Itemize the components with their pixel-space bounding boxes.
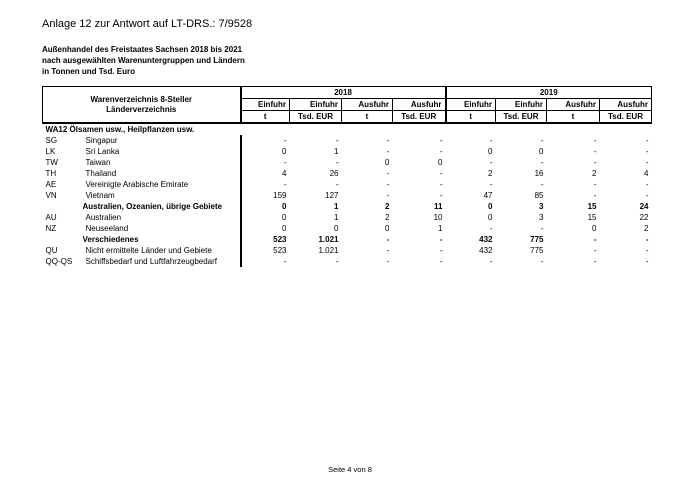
value-cell: - [593, 257, 597, 266]
country-code: AE [45, 180, 57, 189]
table-row [43, 223, 652, 234]
unit-header: Tsd. EUR [496, 111, 547, 124]
country-name: Schiffsbedarf und Luftfahrzeugbedarf [83, 256, 241, 267]
value-cell: 2 [385, 213, 390, 222]
country-code: AU [45, 213, 57, 222]
value-cell: - [335, 136, 339, 145]
value-cell: - [645, 191, 649, 200]
value-cell: - [645, 235, 649, 244]
value-cell: - [593, 180, 597, 189]
value-cell: 4 [282, 169, 287, 178]
value-cell: 0 [334, 224, 339, 233]
unit-header: t [241, 111, 290, 124]
value-cell: 0 [488, 147, 493, 156]
country-name: Taiwan [83, 157, 241, 168]
value-cell: 0 [488, 202, 493, 211]
value-cell: - [335, 180, 339, 189]
value-cell: - [386, 136, 390, 145]
value-cell: - [540, 224, 544, 233]
value-cell: - [386, 235, 390, 244]
table-row [43, 234, 652, 245]
value-cell: - [540, 136, 544, 145]
title-line-3: in Tonnen und Tsd. Euro [42, 67, 136, 76]
country-name: Vietnam [83, 190, 241, 201]
country-code: LK [45, 147, 56, 156]
value-cell: - [593, 191, 597, 200]
value-cell: - [335, 158, 339, 167]
region-subtotal-label: Verschiedenes [83, 234, 241, 245]
value-cell: - [386, 180, 390, 189]
country-code: VN [45, 191, 57, 200]
table-row [43, 201, 652, 212]
country-code: QQ-QS [45, 257, 73, 266]
measure-header: Ausfuhr [547, 99, 600, 111]
value-cell: 16 [534, 169, 544, 178]
value-cell: - [439, 147, 443, 156]
value-cell: 0 [592, 224, 597, 233]
country-code [43, 234, 83, 245]
value-cell: 1 [334, 147, 339, 156]
value-cell: 432 [479, 246, 493, 255]
table-row [43, 179, 652, 190]
value-cell: 775 [530, 235, 544, 244]
value-cell: - [283, 136, 287, 145]
header-index-line-2: Länderverzeichnis [106, 104, 177, 114]
country-code: TH [45, 169, 57, 178]
value-cell: 2 [385, 202, 390, 211]
header-index-line-1: Warenverzeichnis 8-Steller [90, 94, 193, 104]
value-cell: 0 [539, 147, 544, 156]
value-cell: - [386, 147, 390, 156]
section-heading: WA12 Ölsamen usw., Heilpflanzen usw. [45, 125, 195, 134]
value-cell: - [489, 257, 493, 266]
value-cell: 1 [334, 202, 339, 211]
region-subtotal-label: Australien, Ozeanien, übrige Gebiete [83, 201, 241, 212]
value-cell: 3 [539, 202, 544, 211]
country-code [43, 201, 83, 212]
value-cell: - [540, 180, 544, 189]
value-cell: 15 [587, 202, 597, 211]
country-code: TW [45, 158, 58, 167]
value-cell: - [645, 180, 649, 189]
value-cell: - [439, 180, 443, 189]
value-cell: - [439, 191, 443, 200]
value-cell: - [386, 246, 390, 255]
unit-header: Tsd. EUR [393, 111, 446, 124]
table-row [43, 190, 652, 201]
measure-header: Einfuhr [290, 99, 342, 111]
value-cell: 2 [592, 169, 597, 178]
value-cell: - [283, 257, 287, 266]
value-cell: 4 [644, 169, 649, 178]
value-cell: 523 [273, 235, 287, 244]
value-cell: 775 [530, 246, 544, 255]
value-cell: 432 [479, 235, 493, 244]
country-name: Nicht ermittelte Länder und Gebiete [83, 245, 241, 256]
value-cell: 26 [329, 169, 339, 178]
value-cell: 1 [438, 224, 443, 233]
year-header-2018: 2018 [241, 87, 446, 99]
measure-header: Ausfuhr [342, 99, 393, 111]
value-cell: 0 [438, 158, 443, 167]
value-cell: - [335, 257, 339, 266]
value-cell: - [540, 257, 544, 266]
value-cell: - [386, 169, 390, 178]
value-cell: 159 [273, 191, 287, 200]
value-cell: 127 [325, 191, 339, 200]
header-index-label [43, 87, 241, 124]
value-cell: - [645, 147, 649, 156]
table-row [43, 157, 652, 168]
value-cell: - [489, 136, 493, 145]
value-cell: - [439, 235, 443, 244]
value-cell: 0 [385, 224, 390, 233]
value-cell: - [386, 191, 390, 200]
country-name: Neuseeland [83, 223, 241, 234]
value-cell: 1.021 [318, 246, 339, 255]
measure-header: Einfuhr [496, 99, 547, 111]
country-code: QU [45, 246, 58, 255]
value-cell: 15 [587, 213, 597, 222]
value-cell: - [489, 180, 493, 189]
table-row [43, 245, 652, 256]
country-name: Thailand [83, 168, 241, 179]
value-cell: 1 [334, 213, 339, 222]
value-cell: - [645, 136, 649, 145]
value-cell: 24 [639, 202, 649, 211]
table-row [43, 212, 652, 223]
page-number: Seite 4 von 8 [328, 465, 372, 474]
trade-table [42, 86, 652, 267]
unit-header: t [547, 111, 600, 124]
table-row [43, 135, 652, 146]
value-cell: - [593, 147, 597, 156]
value-cell: - [593, 158, 597, 167]
unit-header: Tsd. EUR [290, 111, 342, 124]
value-cell: 0 [282, 213, 287, 222]
value-cell: 0 [385, 158, 390, 167]
value-cell: - [439, 169, 443, 178]
country-code: NZ [45, 224, 57, 233]
annex-reference: Anlage 12 zur Antwort auf LT-DRS.: 7/9528 [42, 18, 253, 30]
value-cell: - [283, 180, 287, 189]
measure-header: Einfuhr [241, 99, 290, 111]
value-cell: 47 [483, 191, 493, 200]
title-line-2: nach ausgewählten Warenuntergruppen und Ländern [42, 56, 245, 65]
value-cell: 0 [282, 224, 287, 233]
value-cell: - [645, 246, 649, 255]
year-header-2019: 2019 [446, 87, 652, 99]
value-cell: 0 [282, 147, 287, 156]
value-cell: 2 [488, 169, 493, 178]
value-cell: - [645, 257, 649, 266]
unit-header: t [446, 111, 496, 124]
country-name: Singapur [83, 135, 241, 146]
value-cell: - [593, 136, 597, 145]
value-cell: - [439, 257, 443, 266]
value-cell: 2 [644, 224, 649, 233]
value-cell: 1.021 [318, 235, 339, 244]
table-row [43, 146, 652, 157]
value-cell: 85 [534, 191, 544, 200]
unit-header: t [342, 111, 393, 124]
value-cell: - [386, 257, 390, 266]
value-cell: - [439, 246, 443, 255]
value-cell: 11 [434, 202, 443, 211]
section-heading-row [43, 123, 652, 135]
value-cell: - [439, 136, 443, 145]
document-title [42, 44, 245, 77]
table-row [43, 256, 652, 267]
measure-header: Einfuhr [446, 99, 496, 111]
value-cell: - [593, 246, 597, 255]
value-cell: 22 [639, 213, 649, 222]
value-cell: - [593, 235, 597, 244]
value-cell: 0 [282, 202, 287, 211]
value-cell: - [540, 158, 544, 167]
header-row-years [43, 87, 652, 99]
value-cell: - [645, 158, 649, 167]
value-cell: - [489, 224, 493, 233]
title-line-1: Außenhandel des Freistaates Sachsen 2018 bis 2021 [42, 45, 243, 54]
country-code: SG [45, 136, 58, 145]
country-name: Vereinigte Arabische Emirate [83, 179, 241, 190]
value-cell: 3 [539, 213, 544, 222]
value-cell: - [489, 158, 493, 167]
value-cell: - [283, 158, 287, 167]
country-name: Australien [83, 212, 241, 223]
country-name: Sri Lanka [83, 146, 241, 157]
value-cell: 0 [488, 213, 493, 222]
measure-header: Ausfuhr [600, 99, 652, 111]
table-row [43, 168, 652, 179]
value-cell: 10 [433, 213, 443, 222]
value-cell: 523 [273, 246, 287, 255]
unit-header: Tsd. EUR [600, 111, 652, 124]
measure-header: Ausfuhr [393, 99, 446, 111]
